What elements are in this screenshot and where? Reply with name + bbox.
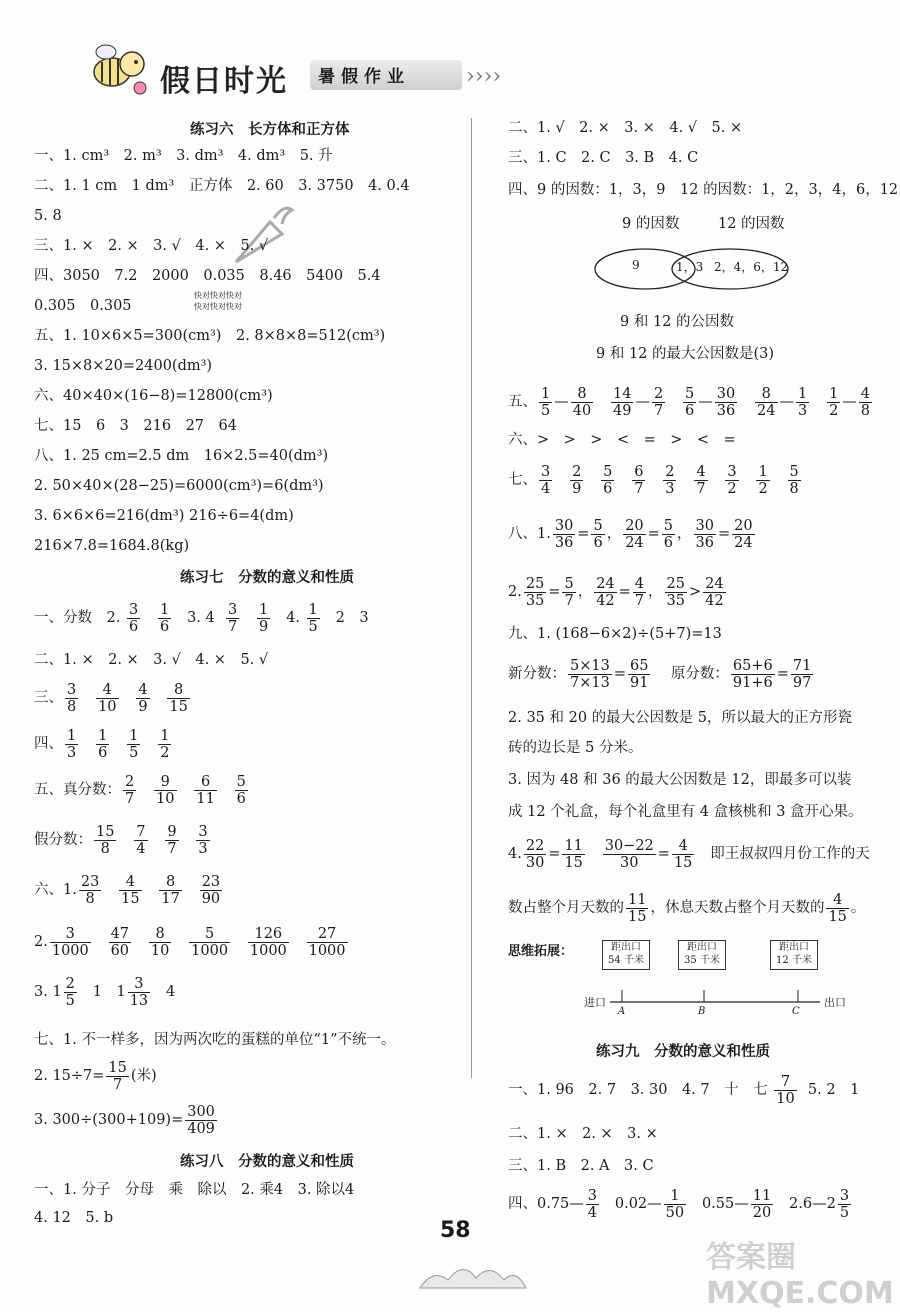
fraction: $\frac{30}{36}$ — [554, 517, 574, 551]
ex6-line-2: 二、1. 1 cm 1 dm³ 正方体 2. 60 3. 3750 4. 0.4 — [34, 178, 410, 194]
fraction: $\frac{3}{2}$ — [727, 463, 737, 497]
fraction: $\frac{2}{7}$ — [125, 773, 135, 807]
r-q5: 五、 $\frac{1}{5}$ — $\frac{8}{40}$ $\frac{14}{49}$ — $\frac{2}{7}$ $\frac{5}{6}$ — $\frac{30}{36}$ $\frac{8}{24}$ — $\frac{1}{3}$ $\frac{1}{2}$ — $\frac{4}{8}$ — [508, 385, 871, 419]
ex7-q4: 四、 $\frac{1}{3}$ $\frac{1}{6}$ $\frac{1}{5}$ $\frac{1}{2}$ — [34, 727, 170, 761]
ex7-q5b: 假分数： $\frac{15}{8}$ $\frac{7}{4}$ $\frac{9}{7}$ $\frac{3}{3}$ — [34, 823, 208, 857]
fraction: $\frac{9}{7}$ — [167, 823, 177, 857]
header-bee-decoration — [88, 36, 154, 96]
venn-intersection: 1，3 — [676, 260, 704, 274]
road-point-a: A — [618, 1006, 626, 1017]
page-number: 58 — [440, 1218, 471, 1243]
ex7-q7-3: 3. 300÷(300+109)= $\frac{300}{409}$ — [34, 1103, 215, 1137]
fraction: $\frac{126}{1000}$ — [249, 925, 287, 959]
ex9-line-2: 二、1. × 2. × 3. × — [508, 1126, 658, 1142]
road-point-b: B — [698, 1006, 706, 1017]
ex9-line-4: 四、0.75— $\frac{3}{4}$ 0.02— $\frac{1}{50}$ 0.55— $\frac{11}{20}$ 2.6—2 $\frac{3}{5}$ — [508, 1187, 850, 1221]
road-sign-a: 距出口 54 千米 — [602, 940, 650, 970]
venn-title-12: 12 的因数 — [718, 216, 785, 232]
header-arrows: ›››› — [466, 64, 502, 89]
carrot-icon — [226, 200, 296, 270]
ex6-line-12: 2. 50×40×(28−25)=6000(cm³)=6(dm³) — [34, 478, 324, 494]
ex8-line-2: 4. 12 5. b — [34, 1210, 114, 1226]
header-title: 假日时光 — [160, 64, 288, 99]
fraction: $\frac{4}{10}$ — [98, 681, 117, 715]
ex6-line-7: 五、1. 10×6×5=300(cm³) 2. 8×8×8=512(cm³) — [34, 328, 386, 344]
fraction: $\frac{2}{9}$ — [572, 463, 582, 497]
fraction: $\frac{6}{7}$ — [634, 463, 644, 497]
fraction: $\frac{14}{49}$ — [613, 385, 632, 419]
r-line-3: 四、9 的因数：1，3，9 12 的因数：1，2，3，4，6，12 — [508, 182, 899, 198]
ex6-line-5: 四、3050 7.2 2000 0.035 8.46 5400 5.4 — [34, 268, 381, 284]
road-entry: 进口 — [584, 996, 606, 1009]
exercise-8-title: 练习八 分数的意义和性质 — [180, 1154, 354, 1170]
ex6-line-4: 三、1. × 2. × 3. √ 4. × 5. √ — [34, 238, 269, 254]
fraction: $\frac{4}{15}$ — [828, 891, 847, 925]
exercise-6-title: 练习六 长方体和正方体 — [190, 122, 350, 138]
venn-gcd: 9 和 12 的最大公因数是(3) — [596, 346, 775, 362]
exercise-9-title: 练习九 分数的意义和性质 — [596, 1044, 770, 1060]
ex7-q6: 六、1. $\frac{23}{8}$ $\frac{4}{15}$ $\frac{8}{17}$ $\frac{23}{90}$ — [34, 873, 221, 907]
fraction: $\frac{1}{3}$ — [67, 727, 77, 761]
r-q6: 六、> > > < = > < = — [508, 432, 736, 448]
fraction: $\frac{25}{35}$ — [525, 575, 545, 609]
ex6-line-10: 七、15 6 3 216 27 64 — [34, 418, 237, 434]
venn-right: 2，4，6，12 — [714, 260, 789, 274]
fraction: $\frac{2}{3}$ — [665, 463, 675, 497]
fraction: $\frac{5\times 13}{7\times 13}$ — [570, 657, 610, 691]
ex6-line-3: 5. 8 — [34, 208, 62, 224]
thinking-extension-label: 思维拓展： — [508, 944, 574, 959]
fraction: $\frac{1}{5}$ — [129, 727, 139, 761]
fraction: $\frac{3}{1000}$ — [51, 925, 89, 959]
fraction: $\frac{24}{42}$ — [705, 575, 724, 609]
fraction: $\frac{4}{7}$ — [634, 575, 645, 609]
fraction: $\frac{9}{10}$ — [156, 773, 175, 807]
ex7-q6b: 2. $\frac{3}{1000}$ $\frac{47}{60}$ $\frac{8}{10}$ $\frac{5}{1000}$ $\frac{126}{1000}$ $\frac{27}{1000}$ — [34, 925, 346, 959]
ex9-line-3: 三、1. B 2. A 3. C — [508, 1158, 654, 1174]
ex7-q3: 三、 $\frac{3}{8}$ $\frac{4}{10}$ $\frac{4}{9}$ $\frac{8}{15}$ — [34, 681, 188, 715]
fraction: $\frac{65}{91}$ — [629, 657, 649, 691]
fraction: $\frac{30}{36}$ — [716, 385, 736, 419]
fraction: $\frac{30-22}{30}$ — [604, 837, 654, 871]
r-q9-2a: 2. 35 和 20 的最大公因数是 5，所以最大的正方形瓷 — [508, 710, 853, 726]
r-q9-1: 九、1. (168−6×2)÷(5+7)=13 — [508, 626, 722, 642]
ex7-q1: 一、分数 2. $\frac{3}{6}$ $\frac{1}{6}$ 3. 4 $\frac{3}{7}$ $\frac{1}{9}$ 4. $\frac{1}{5}$ 2 3 — [34, 601, 369, 635]
fraction: $\frac{1}{5}$ — [541, 385, 551, 419]
fraction: $\frac{5}{1000}$ — [191, 925, 229, 959]
r-line-1: 二、1. √ 2. × 3. × 4. √ 5. × — [508, 120, 743, 136]
fraction: $\frac{8}{15}$ — [169, 681, 188, 715]
ex7-q2: 二、1. × 2. × 3. √ 4. × 5. √ — [34, 652, 269, 668]
venn-common: 9 和 12 的公因数 — [620, 314, 735, 330]
fraction: $\frac{25}{35}$ — [666, 575, 685, 609]
fraction: $\frac{4}{15}$ — [673, 837, 693, 871]
r-q7: 七、 $\frac{3}{4}$ $\frac{2}{9}$ $\frac{5}{6}$ $\frac{6}{7}$ $\frac{2}{3}$ $\frac{4}{7}$ $\frac{3}{2}$ $\frac{1}{2}$ $\frac{5}{8}$ — [508, 463, 799, 497]
fraction: $\frac{3}{3}$ — [198, 823, 208, 857]
fraction: $\frac{24}{42}$ — [596, 575, 615, 609]
kuaidui-stamp: 快对快对快对 快对快对快对 — [194, 291, 242, 311]
fraction: $\frac{11}{15}$ — [628, 891, 647, 925]
footer-flowers-decoration — [418, 1250, 528, 1290]
r-line-2: 三、1. C 2. C 3. B 4. C — [508, 150, 699, 166]
r-q9-new-orig: 新分数： $\frac{5\times 13}{7\times 13}$ = $\frac{65}{91}$ 原分数： $\frac{65+6}{91+6}$ = $\frac{71}{97}$ — [508, 657, 812, 691]
fraction: $\frac{1}{2}$ — [160, 727, 170, 761]
fraction: $\frac{5}{6}$ — [603, 463, 613, 497]
fraction: $\frac{8}{24}$ — [757, 385, 776, 419]
fraction: $\frac{8}{17}$ — [161, 873, 180, 907]
ex7-q7-1: 七、1. 不一样多，因为两次吃的蛋糕的单位“1”不统一。 — [34, 1032, 396, 1048]
road-sign-c: 距出口 12 千米 — [770, 940, 818, 970]
r-q9-4b: 数占整个月天数的 $\frac{11}{15}$ ，休息天数占整个月天数的 $\frac{4}{15}$ 。 — [508, 891, 866, 925]
fraction: $\frac{4}{8}$ — [860, 385, 871, 419]
fraction: $\frac{23}{90}$ — [201, 873, 221, 907]
ex6-line-8: 3. 15×8×20=2400(dm³) — [34, 358, 213, 374]
venn-title-9: 9 的因数 — [622, 216, 680, 232]
fraction: $\frac{8}{10}$ — [150, 925, 170, 959]
fraction: $\frac{15}{8}$ — [96, 823, 115, 857]
fraction: $\frac{30}{36}$ — [695, 517, 714, 551]
column-divider — [471, 118, 472, 1078]
exercise-7-title: 练习七 分数的意义和性质 — [180, 570, 354, 586]
ex6-line-14: 216×7.8=1684.8(kg) — [34, 538, 190, 554]
fraction: $\frac{4}{9}$ — [138, 681, 148, 715]
fraction: $\frac{5}{6}$ — [236, 773, 246, 807]
ex6-line-1: 一、1. cm³ 2. m³ 3. dm³ 4. dm³ 5. 升 — [34, 148, 333, 164]
fraction: $\frac{3}{4}$ — [541, 463, 551, 497]
ex7-q7-2: 2. 15÷7= $\frac{15}{7}$ (米) — [34, 1059, 157, 1093]
fraction: $\frac{65+6}{91+6}$ — [732, 657, 773, 691]
fraction: $\frac{2}{7}$ — [653, 385, 664, 419]
fraction: $\frac{7}{4}$ — [136, 823, 146, 857]
header-subtitle: 暑假作业 — [318, 67, 410, 87]
ex7-q6c: 3. 1 $\frac{2}{5}$ 1 1 $\frac{3}{13}$ 4 — [34, 975, 176, 1009]
fraction: $\frac{5}{8}$ — [789, 463, 799, 497]
fraction: $\frac{20}{24}$ — [734, 517, 753, 551]
road-diagram — [610, 990, 820, 1014]
road-sign-b: 距出口 35 千米 — [678, 940, 726, 970]
ex9-line-1: 一、1. 96 2. 7 3. 30 4. 7 十 七 $\frac{7}{10}$ 5. 2 1 — [508, 1073, 860, 1107]
fraction: $\frac{5}{7}$ — [564, 575, 574, 609]
fraction: $\frac{8}{40}$ — [572, 385, 592, 419]
r-q9-4: 4. $\frac{22}{30}$ = $\frac{11}{15}$ $\frac{30-22}{30}$ = $\frac{4}{15}$ 即王叔叔四月份工作的天 — [508, 837, 870, 871]
road-exit: 出口 — [824, 996, 846, 1009]
fraction: $\frac{5}{6}$ — [685, 385, 695, 419]
fraction: $\frac{4}{15}$ — [121, 873, 140, 907]
fraction: $\frac{27}{1000}$ — [308, 925, 346, 959]
ex6-line-13: 3. 6×6×6=216(dm³) 216÷6=4(dm) — [34, 508, 294, 524]
fraction: $\frac{3}{8}$ — [67, 681, 77, 715]
fraction: $\frac{4}{7}$ — [696, 463, 706, 497]
watermark: 答案圈 MXQE.COM — [706, 1240, 894, 1311]
fraction: $\frac{1}{3}$ — [798, 385, 808, 419]
fraction: $\frac{1}{2}$ — [829, 385, 839, 419]
venn-left: 9 — [632, 258, 640, 272]
fraction: $\frac{6}{11}$ — [196, 773, 215, 807]
fraction: $\frac{23}{8}$ — [80, 873, 100, 907]
ex7-q5: 五、真分数： $\frac{2}{7}$ $\frac{9}{10}$ $\frac{6}{11}$ $\frac{5}{6}$ — [34, 773, 246, 807]
ex8-line-1: 一、1. 分子 分母 乘 除以 2. 乘4 3. 除以4 — [34, 1182, 355, 1198]
fraction: $\frac{22}{30}$ — [525, 837, 545, 871]
ex6-line-9: 六、40×40×(16−8)=12800(cm³) — [34, 388, 273, 404]
fraction: $\frac{20}{24}$ — [625, 517, 644, 551]
fraction: $\frac{11}{15}$ — [564, 837, 583, 871]
fraction: $\frac{47}{60}$ — [110, 925, 130, 959]
fraction: $\frac{5}{6}$ — [663, 517, 674, 551]
fraction: $\frac{1}{6}$ — [98, 727, 108, 761]
r-q8-1: 八、1. $\frac{30}{36}$ = $\frac{5}{6}$ ， $\frac{20}{24}$ = $\frac{5}{6}$ ， $\frac{30}{36}$ = $\frac{20}{24}$ — [508, 517, 753, 551]
r-q9-2b: 砖的边长是 5 分米。 — [508, 740, 643, 756]
road-point-c: C — [792, 1006, 800, 1017]
fraction: $\frac{1}{2}$ — [758, 463, 768, 497]
fraction: $\frac{71}{97}$ — [792, 657, 812, 691]
ex6-line-6: 0.305 0.305 — [34, 298, 132, 314]
r-q9-3b: 成 12 个礼盒，每个礼盒里有 4 盒核桃和 3 盒开心果。 — [508, 804, 863, 820]
r-q9-3a: 3. 因为 48 和 36 的最大公因数是 12，即最多可以装 — [508, 772, 852, 788]
r-q8-2: 2. $\frac{25}{35}$ = $\frac{5}{7}$ ， $\frac{24}{42}$ = $\frac{4}{7}$ ， $\frac{25}{35}$ > $\frac{24}{42}$ — [508, 575, 724, 609]
ex6-line-11: 八、1. 25 cm=2.5 dm 16×2.5=40(dm³) — [34, 448, 329, 464]
fraction: $\frac{5}{6}$ — [593, 517, 603, 551]
